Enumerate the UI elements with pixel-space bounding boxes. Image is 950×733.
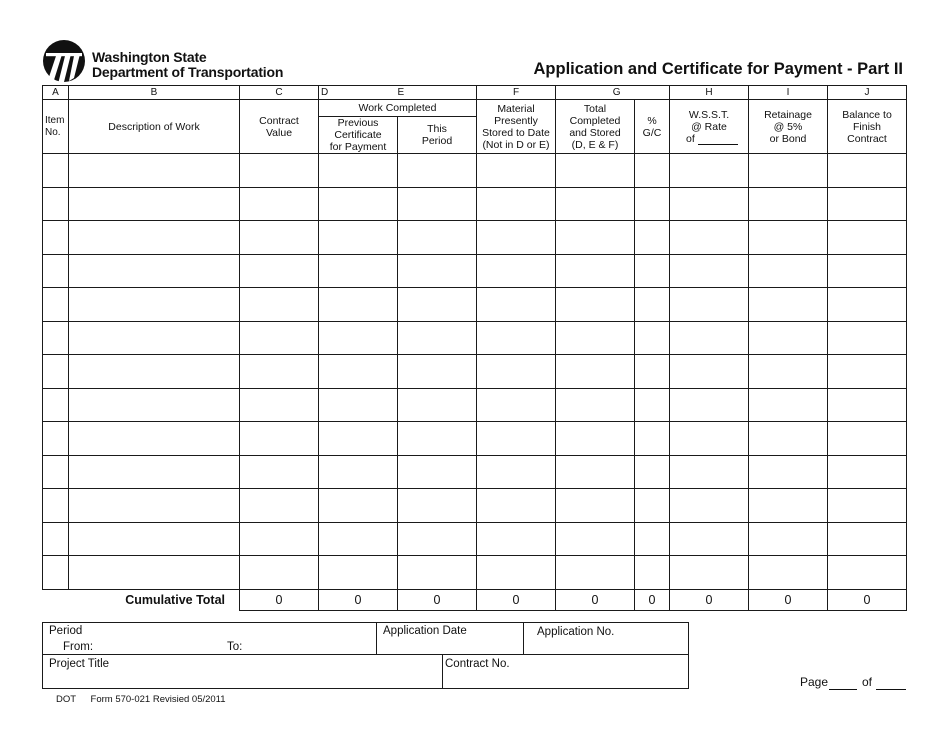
material-stored-cell[interactable] <box>477 522 556 556</box>
wsst-cell[interactable] <box>670 355 749 389</box>
this-period-cell[interactable] <box>398 556 477 590</box>
percent-gc-cell[interactable] <box>635 556 670 590</box>
material-line2: Presently <box>494 114 538 127</box>
previous-certificate-cell[interactable] <box>319 422 398 456</box>
material-stored-cell[interactable] <box>477 355 556 389</box>
balance-line1: Balance to <box>842 108 892 121</box>
description-cell[interactable] <box>69 422 240 456</box>
retainage-cell[interactable] <box>749 187 828 221</box>
balance-header <box>828 100 907 154</box>
this-period-cell[interactable] <box>398 489 477 523</box>
total-completed-cell[interactable] <box>556 221 635 255</box>
retainage-cell[interactable] <box>749 154 828 188</box>
application-no-label: Application No. <box>537 626 615 638</box>
balance-cell[interactable] <box>828 355 907 389</box>
item-no-cell[interactable] <box>43 522 69 556</box>
retainage-cell[interactable] <box>749 522 828 556</box>
retainage-line1: Retainage <box>764 108 812 121</box>
description-cell[interactable] <box>69 388 240 422</box>
description-cell[interactable] <box>69 187 240 221</box>
item-no-header <box>43 100 69 154</box>
item-no-cell[interactable] <box>43 422 69 456</box>
item-no-cell[interactable] <box>43 556 69 590</box>
wsst-line3 <box>670 133 748 145</box>
material-line1: Material <box>497 102 535 115</box>
description-header: Description of Work <box>69 100 240 154</box>
material-stored-cell[interactable] <box>477 388 556 422</box>
retainage-cell[interactable] <box>749 321 828 355</box>
retainage-cell[interactable] <box>749 556 828 590</box>
description-cell[interactable] <box>69 288 240 322</box>
retainage-cell[interactable] <box>749 455 828 489</box>
page-label: Page <box>800 675 829 689</box>
retainage-line3: or Bond <box>769 132 807 145</box>
percent-line1: % <box>647 114 657 127</box>
material-line3: Stored to Date <box>482 126 550 139</box>
contract-value-line2: Value <box>265 126 293 139</box>
description-cell[interactable] <box>69 556 240 590</box>
this-period-cell[interactable] <box>398 154 477 188</box>
contract-value-cell[interactable] <box>240 355 319 389</box>
balance-cell[interactable] <box>828 154 907 188</box>
payment-table <box>42 85 907 611</box>
total-completed-cell[interactable] <box>556 154 635 188</box>
table-row <box>43 355 907 389</box>
wsst-cell[interactable] <box>670 321 749 355</box>
contract-value-header <box>240 100 319 154</box>
wsst-cell[interactable] <box>670 388 749 422</box>
cumulative-total-label: Cumulative Total <box>125 592 225 607</box>
col-letter-h: H <box>670 86 749 100</box>
balance-line3: Contract <box>847 132 887 145</box>
description-cell[interactable] <box>69 489 240 523</box>
percent-gc-cell[interactable] <box>635 288 670 322</box>
wsst-cell[interactable] <box>670 422 749 456</box>
balance-cell[interactable] <box>828 187 907 221</box>
percent-gc-cell[interactable] <box>635 522 670 556</box>
percent-gc-cell[interactable] <box>635 254 670 288</box>
table-row <box>43 388 907 422</box>
header-row-1 <box>43 100 907 117</box>
total-contract-value[interactable]: 0 <box>240 589 319 610</box>
previous-certificate-cell[interactable] <box>319 321 398 355</box>
page-number-blank[interactable] <box>829 689 857 690</box>
this-period-cell[interactable] <box>398 254 477 288</box>
description-cell[interactable] <box>69 254 240 288</box>
total-completed-cell[interactable] <box>556 489 635 523</box>
material-stored-cell[interactable] <box>477 221 556 255</box>
this-period-cell[interactable] <box>398 388 477 422</box>
total-material-stored[interactable]: 0 <box>477 589 556 610</box>
wsst-cell[interactable] <box>670 522 749 556</box>
percent-gc-cell[interactable] <box>635 489 670 523</box>
percent-line2: G/C <box>642 126 662 139</box>
previous-certificate-cell[interactable] <box>319 455 398 489</box>
total-wsst[interactable]: 0 <box>670 589 749 610</box>
material-stored-cell[interactable] <box>477 321 556 355</box>
previous-certificate-cell[interactable] <box>319 489 398 523</box>
col-letter-pct <box>635 86 670 100</box>
wsst-cell[interactable] <box>670 221 749 255</box>
table-row <box>43 522 907 556</box>
this-period-cell[interactable] <box>398 321 477 355</box>
table-row <box>43 154 907 188</box>
col-letter-b: B <box>69 86 240 100</box>
wsst-cell[interactable] <box>670 489 749 523</box>
item-no-cell[interactable] <box>43 321 69 355</box>
table-row <box>43 422 907 456</box>
wsst-cell[interactable] <box>670 556 749 590</box>
previous-certificate-cell[interactable] <box>319 154 398 188</box>
contract-value-cell[interactable] <box>240 321 319 355</box>
work-completed-header: Work Completed <box>319 100 477 117</box>
total-retainage[interactable]: 0 <box>749 589 828 610</box>
total-line1: Total <box>583 102 607 115</box>
data-rows <box>43 154 907 590</box>
this-period-line1: This <box>427 123 447 135</box>
col-letter-j: J <box>828 86 907 100</box>
contract-value-cell[interactable] <box>240 388 319 422</box>
balance-cell[interactable] <box>828 489 907 523</box>
total-completed-stored[interactable]: 0 <box>556 589 635 610</box>
material-stored-cell[interactable] <box>477 455 556 489</box>
contract-value-cell[interactable] <box>240 489 319 523</box>
retainage-cell[interactable] <box>749 355 828 389</box>
percent-gc-header <box>635 100 670 154</box>
retainage-line2: @ 5% <box>773 120 803 133</box>
percent-gc-cell[interactable] <box>635 187 670 221</box>
previous-certificate-cell[interactable] <box>319 288 398 322</box>
item-no-cell[interactable] <box>43 455 69 489</box>
previous-line2: Certificate <box>334 129 382 141</box>
total-completed-cell[interactable] <box>556 355 635 389</box>
item-no-line2: No. <box>45 126 61 138</box>
totals-row <box>43 589 907 610</box>
contract-value-cell[interactable] <box>240 455 319 489</box>
total-completed-cell[interactable] <box>556 455 635 489</box>
wsst-header <box>670 100 749 154</box>
description-cell[interactable] <box>69 221 240 255</box>
project-title-label: Project Title <box>49 658 110 670</box>
wsst-rate-blank <box>698 134 738 145</box>
previous-line3: for Payment <box>329 141 387 153</box>
contract-value-cell[interactable] <box>240 288 319 322</box>
project-title-field[interactable] <box>42 654 443 689</box>
previous-certificate-cell[interactable] <box>319 388 398 422</box>
balance-cell[interactable] <box>828 388 907 422</box>
percent-gc-cell[interactable] <box>635 388 670 422</box>
item-no-cell[interactable] <box>43 154 69 188</box>
percent-gc-cell[interactable] <box>635 355 670 389</box>
percent-gc-cell[interactable] <box>635 455 670 489</box>
table-row <box>43 221 907 255</box>
balance-cell[interactable] <box>828 455 907 489</box>
col-letter-c: C <box>240 86 319 100</box>
previous-certificate-cell[interactable] <box>319 556 398 590</box>
total-line2: Completed <box>569 114 621 127</box>
retainage-header <box>749 100 828 154</box>
total-line3: and Stored <box>569 126 621 139</box>
col-letter-f: F <box>477 86 556 100</box>
retainage-cell[interactable] <box>749 422 828 456</box>
wsst-line2: @ Rate <box>691 120 727 133</box>
material-line4: (Not in D or E) <box>482 138 550 151</box>
application-no-field[interactable] <box>523 622 689 655</box>
col-letter-d: D <box>319 86 398 100</box>
balance-cell[interactable] <box>828 522 907 556</box>
wsst-cell[interactable] <box>670 254 749 288</box>
contract-value-cell[interactable] <box>240 422 319 456</box>
wsst-cell[interactable] <box>670 154 749 188</box>
material-stored-cell[interactable] <box>477 187 556 221</box>
retainage-cell[interactable] <box>749 388 828 422</box>
col-letter-i: I <box>749 86 828 100</box>
balance-cell[interactable] <box>828 321 907 355</box>
total-balance[interactable]: 0 <box>828 589 907 610</box>
total-completed-cell[interactable] <box>556 288 635 322</box>
retainage-cell[interactable] <box>749 489 828 523</box>
total-completed-cell[interactable] <box>556 388 635 422</box>
percent-gc-cell[interactable] <box>635 422 670 456</box>
material-stored-cell[interactable] <box>477 254 556 288</box>
table-row <box>43 288 907 322</box>
wsst-cell[interactable] <box>670 187 749 221</box>
application-date-field[interactable] <box>376 622 524 655</box>
retainage-cell[interactable] <box>749 288 828 322</box>
column-letter-row <box>43 86 907 100</box>
this-period-header <box>398 117 477 154</box>
contract-no-field[interactable] <box>442 654 689 689</box>
previous-certificate-cell[interactable] <box>319 522 398 556</box>
this-period-cell[interactable] <box>398 455 477 489</box>
material-stored-cell[interactable] <box>477 422 556 456</box>
balance-cell[interactable] <box>828 556 907 590</box>
item-no-cell[interactable] <box>43 221 69 255</box>
balance-line2: Finish <box>852 120 881 133</box>
this-period-cell[interactable] <box>398 288 477 322</box>
from-label: From: <box>63 641 94 653</box>
org-line-2: Department of Transportation <box>92 64 284 80</box>
description-cell[interactable] <box>69 455 240 489</box>
to-label: To: <box>227 641 243 653</box>
total-completed-cell[interactable] <box>556 187 635 221</box>
balance-cell[interactable] <box>828 288 907 322</box>
total-completed-cell[interactable] <box>556 321 635 355</box>
previous-certificate-cell[interactable] <box>319 355 398 389</box>
balance-cell[interactable] <box>828 254 907 288</box>
percent-gc-cell[interactable] <box>635 321 670 355</box>
retainage-cell[interactable] <box>749 254 828 288</box>
wsst-cell[interactable] <box>670 288 749 322</box>
organization-name <box>92 50 283 80</box>
table-row <box>43 455 907 489</box>
contract-value-cell[interactable] <box>240 254 319 288</box>
total-line4: (D, E & F) <box>571 138 619 151</box>
item-no-cell[interactable] <box>43 254 69 288</box>
contract-value-cell[interactable] <box>240 522 319 556</box>
percent-gc-cell[interactable] <box>635 221 670 255</box>
total-completed-cell[interactable] <box>556 556 635 590</box>
description-cell[interactable] <box>69 355 240 389</box>
table-row <box>43 254 907 288</box>
material-stored-cell[interactable] <box>477 154 556 188</box>
total-percent[interactable]: 0 <box>635 589 670 610</box>
this-period-cell[interactable] <box>398 221 477 255</box>
item-no-cell[interactable] <box>43 489 69 523</box>
contract-value-line1: Contract <box>259 114 299 127</box>
contract-value-cell[interactable] <box>240 556 319 590</box>
previous-certificate-cell[interactable] <box>319 187 398 221</box>
org-line-1: Washington State <box>92 49 207 65</box>
contract-value-cell[interactable] <box>240 187 319 221</box>
total-this-period[interactable]: 0 <box>398 589 477 610</box>
form-title: Application and Certificate for Payment - Part II <box>533 60 903 78</box>
material-stored-header <box>477 100 556 154</box>
contract-value-cell[interactable] <box>240 221 319 255</box>
contract-no-label: Contract No. <box>445 658 510 670</box>
balance-cell[interactable] <box>828 221 907 255</box>
total-completed-header <box>556 100 635 154</box>
retainage-cell[interactable] <box>749 221 828 255</box>
page-total-blank[interactable] <box>876 689 906 690</box>
description-cell[interactable] <box>69 321 240 355</box>
item-no-cell[interactable] <box>43 388 69 422</box>
description-cell[interactable] <box>69 522 240 556</box>
col-letter-g: G <box>556 86 635 100</box>
form-footer <box>56 694 226 705</box>
contract-value-cell[interactable] <box>240 154 319 188</box>
period-field[interactable] <box>42 622 377 655</box>
table-row <box>43 187 907 221</box>
footer-form-number: Form 570-021 Revisied 05/2011 <box>90 694 226 705</box>
this-period-line2: Period <box>421 135 453 147</box>
this-period-cell[interactable] <box>398 522 477 556</box>
table-row <box>43 489 907 523</box>
this-period-cell[interactable] <box>398 422 477 456</box>
previous-certificate-cell[interactable] <box>319 254 398 288</box>
wsst-cell[interactable] <box>670 455 749 489</box>
total-completed-cell[interactable] <box>556 522 635 556</box>
table-row <box>43 556 907 590</box>
item-no-cell[interactable] <box>43 288 69 322</box>
item-no-line1: Item <box>45 114 65 126</box>
col-letter-a: A <box>43 86 69 100</box>
percent-gc-cell[interactable] <box>635 154 670 188</box>
of-label: of <box>862 675 873 689</box>
item-no-cell[interactable] <box>43 187 69 221</box>
previous-certificate-header <box>319 117 398 154</box>
col-letter-e: E <box>398 86 477 100</box>
table-row <box>43 321 907 355</box>
previous-line1: Previous <box>337 117 379 129</box>
item-no-cell[interactable] <box>43 355 69 389</box>
this-period-cell[interactable] <box>398 187 477 221</box>
previous-certificate-cell[interactable] <box>319 221 398 255</box>
description-cell[interactable] <box>69 154 240 188</box>
application-date-label: Application Date <box>383 625 467 637</box>
footer-agency: DOT <box>56 694 76 705</box>
material-stored-cell[interactable] <box>477 288 556 322</box>
this-period-cell[interactable] <box>398 355 477 389</box>
wsst-line1: W.S.S.T. <box>688 108 730 121</box>
material-stored-cell[interactable] <box>477 556 556 590</box>
total-completed-cell[interactable] <box>556 254 635 288</box>
material-stored-cell[interactable] <box>477 489 556 523</box>
period-label: Period <box>49 625 83 637</box>
total-completed-cell[interactable] <box>556 422 635 456</box>
wsdot-logo-icon <box>43 40 85 82</box>
total-previous-certificate[interactable]: 0 <box>319 589 398 610</box>
wsst-of-label: of <box>686 132 695 145</box>
balance-cell[interactable] <box>828 422 907 456</box>
